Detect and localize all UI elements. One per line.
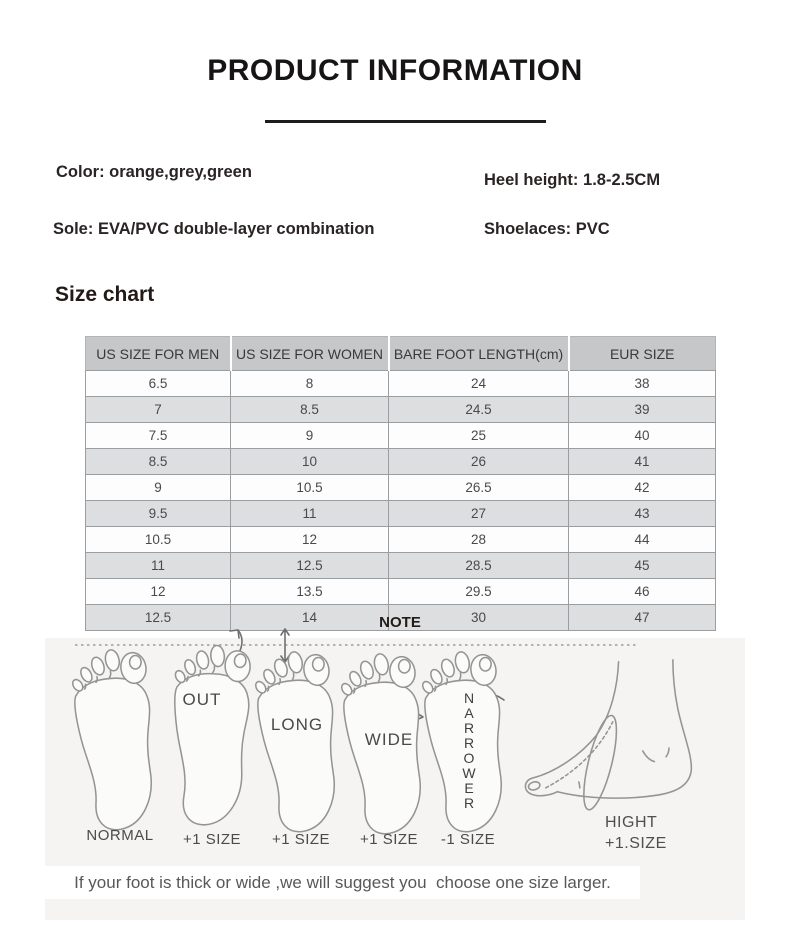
foot-label-wide: WIDE [364,730,414,749]
foot-caption-long: +1 SIZE [271,831,331,848]
spec-heel-height [484,171,660,190]
table-row [86,553,716,579]
note-heading: NOTE [379,614,421,631]
table-cell: 28.5 [389,553,569,579]
table-cell: 9 [86,475,231,501]
table-cell: 26 [389,449,569,475]
table-cell: 45 [569,553,716,579]
spec-label: Shoelaces: [484,220,572,238]
spec-shoelaces [484,220,610,239]
table-cell: 8.5 [86,449,231,475]
table-cell: 30 [389,605,569,631]
table-row [86,423,716,449]
table-cell: 12.5 [86,605,231,631]
foot-label-narrower: NARROWER [461,690,477,810]
column-header-us-women: US SIZE FOR WOMEN [231,337,389,371]
column-header-us-men: US SIZE FOR MEN [86,337,231,371]
foot-caption-normal: NORMAL [86,827,154,844]
table-cell: 12 [231,527,389,553]
spec-label: Sole: [53,220,94,238]
spec-value: orange,grey,green [109,163,252,181]
table-cell: 28 [389,527,569,553]
table-cell: 42 [569,475,716,501]
table-row [86,527,716,553]
table-cell: 10 [231,449,389,475]
table-cell: 46 [569,579,716,605]
spec-value: PVC [575,220,610,238]
foot-caption-height-line2: +1.SIZE [605,835,667,852]
spec-label: Color: [56,163,105,181]
title-underline [265,120,546,123]
table-cell: 25 [389,423,569,449]
size-chart-table [85,336,716,631]
column-header-barefoot-length: BARE FOOT LENGTH(cm) [389,337,569,371]
foot-caption-height-line1: HIGHT [605,814,658,831]
table-cell: 40 [569,423,716,449]
foot-caption-wide: +1 SIZE [359,831,419,848]
table-cell: 24 [389,371,569,397]
table-cell: 27 [389,501,569,527]
foot-diagram-panel [45,638,745,920]
table-cell: 6.5 [86,371,231,397]
table-cell: 10.5 [231,475,389,501]
spec-color [56,163,252,182]
table-cell: 14 [231,605,389,631]
spec-label: Heel height: [484,171,579,189]
table-cell: 7 [86,397,231,423]
table-cell: 41 [569,449,716,475]
table-cell: 11 [86,553,231,579]
table-cell: 10.5 [86,527,231,553]
foot-figure-height [513,654,728,814]
table-cell: 8 [231,371,389,397]
spec-sole [53,220,375,239]
foot-caption-out: +1 SIZE [182,831,242,848]
footer-strip [45,866,640,899]
table-cell: 39 [569,397,716,423]
table-cell: 9 [231,423,389,449]
spec-value: 1.8-2.5CM [583,171,661,189]
foot-label-long: LONG [270,715,324,734]
table-row [86,371,716,397]
table-cell: 7.5 [86,423,231,449]
table-header-row [86,337,716,371]
table-cell: 29.5 [389,579,569,605]
table-cell: 44 [569,527,716,553]
table-cell: 11 [231,501,389,527]
footer-note-text: If your foot is thick or wide ,we will suggest you choose one size larger. [74,872,611,892]
table-cell: 43 [569,501,716,527]
column-header-eur-size: EUR SIZE [569,337,716,371]
table-row [86,397,716,423]
table-cell: 24.5 [389,397,569,423]
table-row [86,579,716,605]
page-title: PRODUCT INFORMATION [207,54,583,87]
foot-caption-height [605,812,667,854]
foot-side-icon [513,654,728,814]
table-row [86,449,716,475]
table-cell: 26.5 [389,475,569,501]
table-cell: 8.5 [231,397,389,423]
table-cell: 47 [569,605,716,631]
size-chart-heading: Size chart [55,283,155,306]
table-cell: 13.5 [231,579,389,605]
table-cell: 9.5 [86,501,231,527]
table-row [86,501,716,527]
foot-label-out: OUT [182,690,222,709]
table-cell: 38 [569,371,716,397]
foot-caption-narrower: -1 SIZE [440,831,496,848]
table-row [86,475,716,501]
table-cell: 12.5 [231,553,389,579]
spec-value: EVA/PVC double-layer combination [97,220,375,238]
table-cell: 12 [86,579,231,605]
